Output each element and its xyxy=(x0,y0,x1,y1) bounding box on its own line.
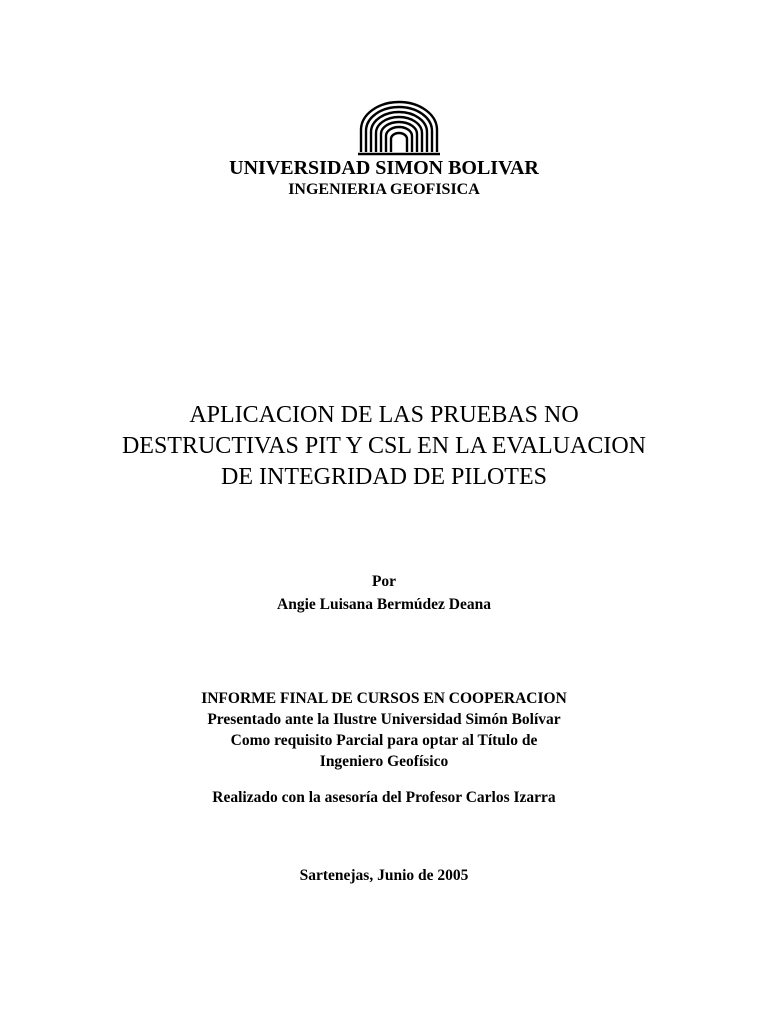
author-name: Angie Luisana Bermúdez Deana xyxy=(277,596,491,613)
by-label: Por xyxy=(371,573,397,590)
advisor-line: Realizado con la asesoría del Profesor Carlos Izarra xyxy=(212,789,556,806)
document-title xyxy=(0,400,768,493)
usb-arches-logo-icon xyxy=(355,100,443,158)
institution-name: UNIVERSIDAD SIMON BOLIVAR xyxy=(229,157,539,179)
department-name: INGENIERIA GEOFISICA xyxy=(288,181,480,198)
title-line: APLICACION DE LAS PRUEBAS NO xyxy=(189,402,579,428)
report-line: Como requisito Parcial para optar al Título de xyxy=(230,732,538,749)
place-date: Sartenejas, Junio de 2005 xyxy=(299,867,469,884)
title-line: DESTRUCTIVAS PIT Y CSL EN LA EVALUACION xyxy=(121,433,647,459)
title-line: DE INTEGRIDAD DE PILOTES xyxy=(221,464,547,490)
report-description xyxy=(0,688,768,772)
report-line: INFORME FINAL DE CURSOS EN COOPERACION xyxy=(201,690,567,707)
report-line: Ingeniero Geofísico xyxy=(319,753,449,770)
report-line: Presentado ante la Ilustre Universidad Simón Bolívar xyxy=(207,711,561,728)
